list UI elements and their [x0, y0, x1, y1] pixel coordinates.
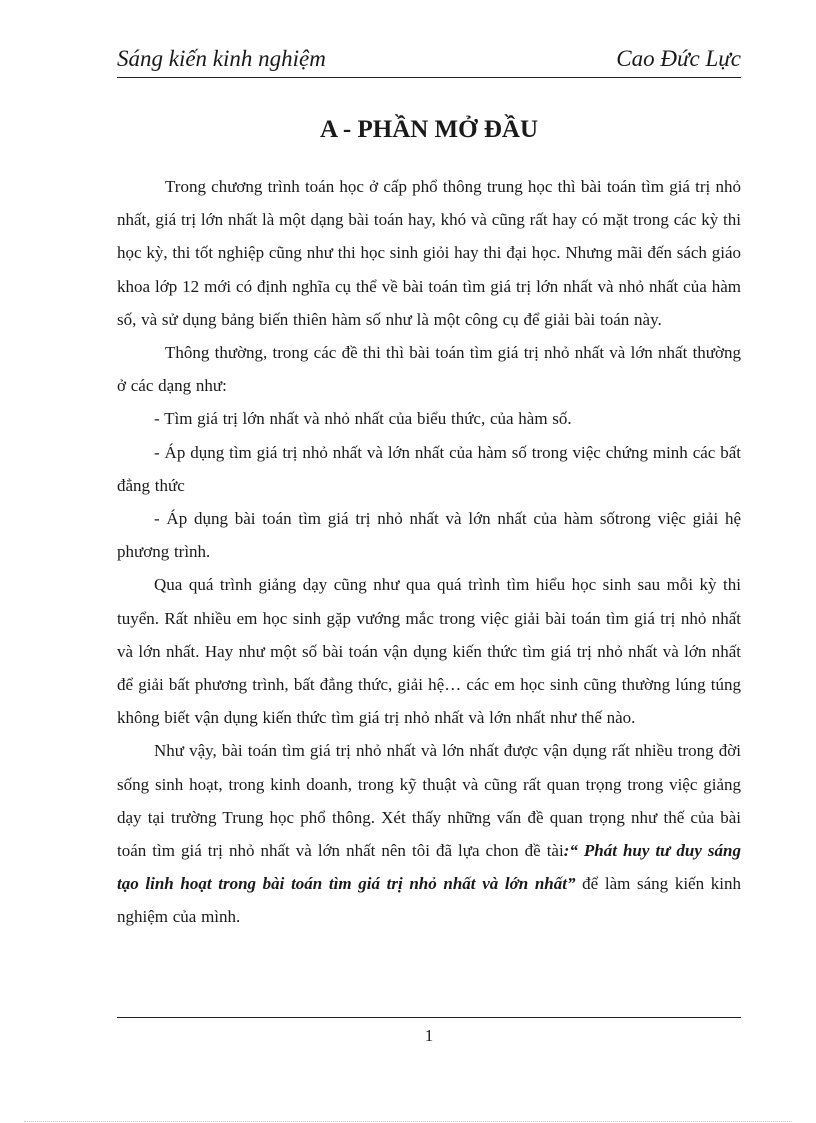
list-item: - Áp dụng tìm giá trị nhỏ nhất và lớn nhất của hàm số trong việc chứng minh các bất đẳng thức — [117, 442, 741, 495]
paragraph-forms: Thông thường, trong các đề thi thì bài toán tìm giá trị nhỏ nhất và lớn nhất thường ở các dạng như: — [117, 343, 741, 396]
paragraph-conclusion — [117, 734, 741, 933]
conclusion-text: Như vậy, bài toán tìm giá trị nhỏ nhất và lớn nhất được vận dụng rất nhiều trong đời sống sinh hoạt, trong kinh doanh, trong kỹ thuật và cũng rất quan trọng trong việc giảng dạy tại trường Trung học phổ thông. Xét thấy những vấn đề quan trọng như thế của bài toán tìm giá trị nhỏ nhất và lớn nhất nên tôi đã lựa chon đề tài — [117, 741, 741, 861]
document-body — [117, 170, 741, 934]
page-number: 1 — [424, 1026, 434, 1045]
header-author: Cao Đức Lực — [616, 46, 741, 71]
footer-divider — [117, 1017, 741, 1018]
paragraph-intro: Trong chương trình toán học ở cấp phổ thông trung học thì bài toán tìm giá trị nhỏ nhất, giá trị lớn nhất là một dạng bài toán hay, khó và cũng rất hay có mặt trong các kỳ thi học kỳ, thi tốt nghiệp cũng như thi học sinh giỏi hay thi đại học. Nhưng mãi đến sách giáo khoa lớp 12 mới có định nghĩa cụ thể về bài toán tìm giá trị lớn nhất và nhỏ nhất của hàm số, và sử dụng bảng biến thiên hàm số như là một công cụ để giải bài toán này. — [117, 177, 741, 329]
conclusion-end-text: để làm sáng kiến kinh nghiệm của mình. — [117, 874, 741, 927]
paragraph-experience: Qua quá trình giảng dạy cũng như qua quá trình tìm hiểu học sinh sau mỗi kỳ thi tuyển. Rất nhiều em học sinh gặp vướng mắc trong việc giải bài toán tìm giá trị nhỏ nhất và lớn nhất. Hay như một số bài toán vận dụng kiến thức tìm giá trị nhỏ nhất và lớn nhất để giải bất phương trình, bất đẳng thức, giải hệ… các em học sinh cũng thường lúng túng không biết vận dụng kiến thức tìm giá trị nhỏ nhất và lớn nhất như thế nào. — [117, 575, 741, 728]
header-document-type: Sáng kiến kinh nghiệm — [117, 46, 326, 71]
topic-title-quote: :“ Phát huy tư duy sáng tạo linh hoạt trong bài toán tìm giá trị nhỏ nhất và lớn nhất” — [117, 841, 741, 894]
list-item: - Tìm giá trị lớn nhất và nhỏ nhất của biểu thức, của hàm số. — [154, 409, 572, 429]
page-bottom-border — [24, 1121, 792, 1122]
header-divider — [117, 77, 741, 78]
list-item: - Áp dụng bài toán tìm giá trị nhỏ nhất và lớn nhất của hàm sốtrong việc giải hệ phương trình. — [117, 509, 741, 562]
section-title: A - PHẦN MỞ ĐẦU — [319, 116, 539, 143]
page-header — [117, 44, 741, 74]
